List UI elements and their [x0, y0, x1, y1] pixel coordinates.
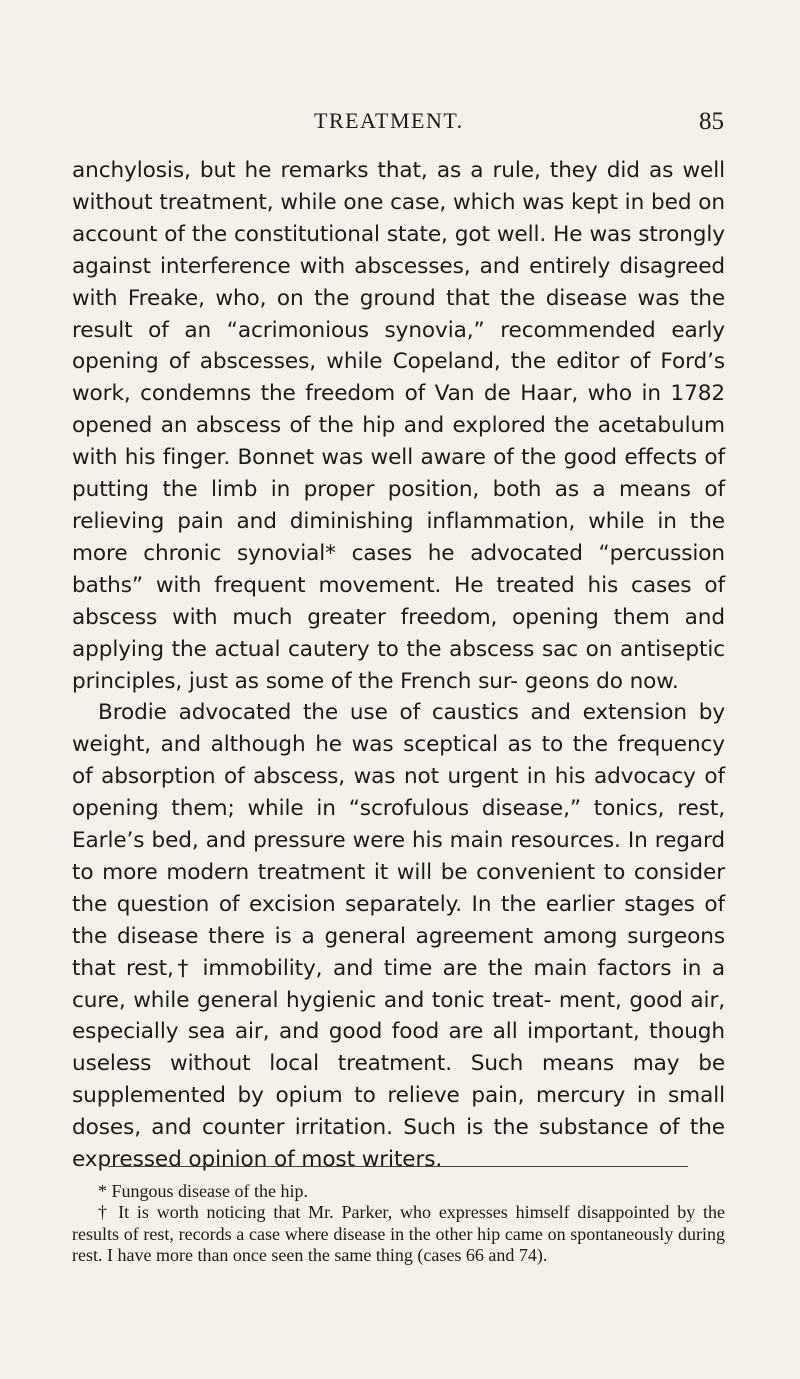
- footnotes: [72, 1181, 725, 1266]
- page-number: 85: [699, 108, 724, 135]
- paragraph: Brodie advocated the use of caustics and extension by weight, and although he was sceptical as to the frequency of absorption of abscess, was not urgent in his advocacy of opening them; while in “scrofulous disease,” tonics, rest, Earle’s bed, and pressure were his main resources. In regard to more modern treatment it will be convenient to consider the question of excision separately. In the earlier stages of the disease there is a general agreement among surgeons that rest,† immobility, and time are the main factors in a cure, while general hygienic and tonic treat- ment, good air, especially sea air, and good food are all important, though useless without local treatment. Such means may be supplemented by opium to relieve pain, mercury in small doses, and counter irritation. Such is the substance of the expressed opinion of most writers.: [72, 700, 725, 1173]
- paragraph: anchylosis, but he remarks that, as a rule, they did as well without treatment, while one case, which was kept in bed on account of the constitutional state, got well. He was strongly against interference with abscesses, and entirely disagreed with Freake, who, on the ground that the disease was the result of an “acrimonious synovia,” recommended early opening of abscesses, while Copeland, the editor of Ford’s work, condemns the freedom of Van de Haar, who in 1782 opened an abscess of the hip and explored the acetabulum with his finger. Bonnet was well aware of the good effects of putting the limb in proper position, both as a means of relieving pain and diminishing inflammation, while in the more chronic synovial* cases he advocated “percussion baths” with frequent movement. He treated his cases of abscess with much greater freedom, opening them and applying the actual cautery to the abscess sac on antiseptic principles, just as some of the French sur- geons do now.: [72, 158, 725, 694]
- body-text: [72, 155, 725, 1176]
- running-title: TREATMENT.: [314, 108, 464, 133]
- footnote-divider: [108, 1166, 688, 1167]
- page-header: [72, 108, 724, 142]
- footnote: † It is worth noticing that Mr. Parker, who expresses himself disappointed by the results of rest, records a case where disease in the other hip came on spontaneously during rest. I have more than once seen the same thing (cases 66 and 74).: [72, 1202, 725, 1265]
- footnote: * Fungous disease of the hip.: [98, 1181, 308, 1201]
